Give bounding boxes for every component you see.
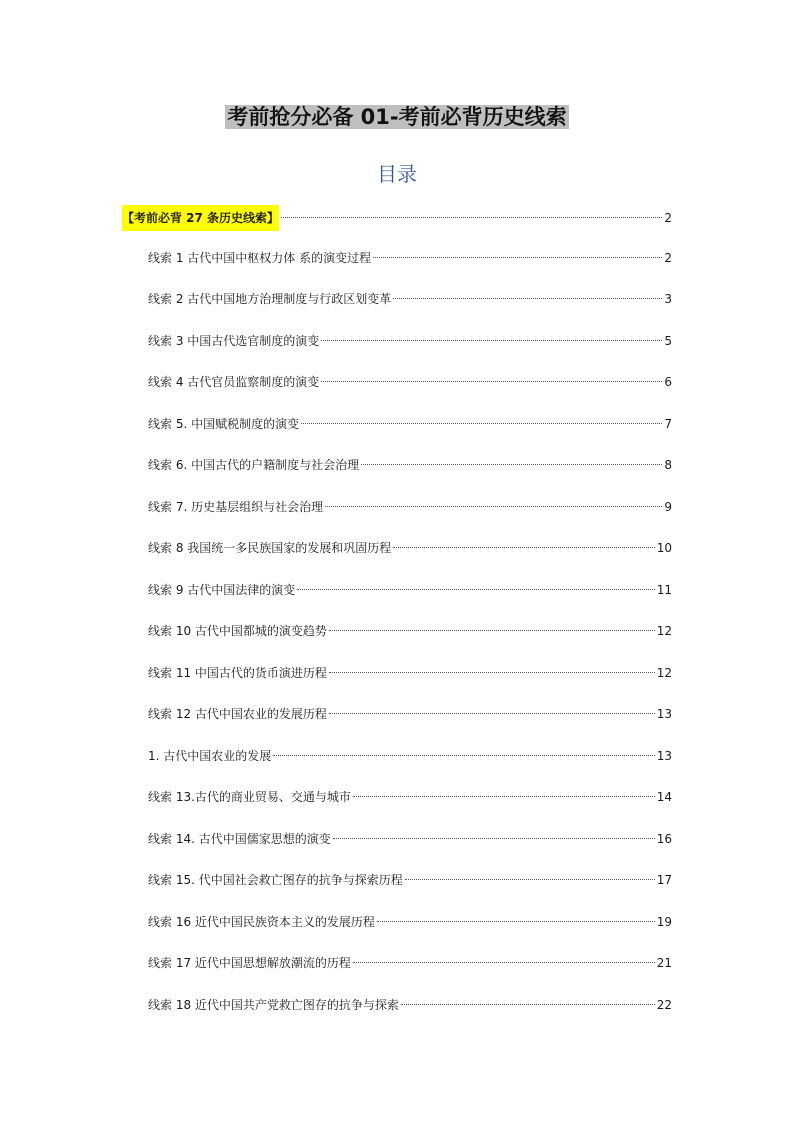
- toc-entry[interactable]: [148, 579, 672, 601]
- toc-entry[interactable]: [148, 330, 672, 352]
- toc-entry-page-number: 3: [664, 292, 672, 306]
- toc-entry[interactable]: [148, 828, 672, 850]
- toc-entry-label: 线索 6. 中国古代的户籍制度与社会治理: [148, 458, 360, 472]
- toc-entry[interactable]: [148, 620, 672, 642]
- toc-entry-label: 线索 14. 古代中国儒家思想的演变: [148, 832, 331, 846]
- toc-dot-leader: [377, 921, 655, 922]
- toc-entry[interactable]: [148, 247, 672, 269]
- toc-dot-leader: [405, 879, 655, 880]
- toc-dot-leader: [297, 589, 654, 590]
- toc-entry-label: 线索 7. 历史基层组织与社会治理: [148, 500, 324, 514]
- toc-dot-leader: [353, 962, 655, 963]
- toc-dot-leader: [333, 838, 655, 839]
- document-title-text: 考前抢分必备 01-考前必背历史线索: [227, 105, 567, 129]
- toc-entry-label: 线索 3 中国古代选官制度的演变: [148, 334, 320, 348]
- toc-entry[interactable]: [148, 537, 672, 559]
- toc-entry-page-number: 12: [656, 666, 672, 680]
- toc-dot-leader: [321, 340, 662, 341]
- toc-entry-page-number: 12: [656, 624, 672, 638]
- toc-entry[interactable]: [148, 288, 672, 310]
- toc-heading: 目录: [377, 162, 417, 186]
- toc-dot-leader: [329, 672, 655, 673]
- toc-dot-leader: [321, 381, 662, 382]
- toc-entry-label: 线索 11 中国古代的货币演进历程: [148, 666, 327, 680]
- toc-entry[interactable]: [148, 911, 672, 933]
- toc-dot-leader: [401, 1004, 655, 1005]
- toc-entry-page-number: 14: [656, 790, 672, 804]
- toc-dot-leader: [393, 298, 662, 299]
- toc-dot-leader: [325, 506, 662, 507]
- toc-entry-page-number: 22: [656, 998, 672, 1012]
- toc-entry-page-number: 5: [664, 334, 672, 348]
- toc-entry-page-number: 17: [656, 873, 672, 887]
- toc-dot-leader: [361, 464, 662, 465]
- toc-entry-label: 线索 12 古代中国农业的发展历程: [148, 707, 327, 721]
- toc-entry-page-number: 11: [656, 583, 672, 597]
- toc-entry[interactable]: [148, 703, 672, 725]
- toc-entry-label: 线索 18 近代中国共产党救亡图存的抗争与探索: [148, 998, 399, 1012]
- toc-entry-label: 1. 古代中国农业的发展: [148, 749, 272, 763]
- toc-entry-label: 线索 17 近代中国思想解放潮流的历程: [148, 956, 351, 970]
- toc-dot-leader: [353, 796, 655, 797]
- toc-entry[interactable]: [148, 454, 672, 476]
- toc-entry[interactable]: [148, 786, 672, 808]
- toc-entry-label: 线索 1 古代中国中枢权力体 系的演变过程: [148, 251, 372, 265]
- toc-entry-page-number: 2: [664, 211, 672, 225]
- toc-entry[interactable]: [122, 205, 672, 227]
- toc-entry-label: 线索 15. 代中国社会救亡图存的抗争与探索历程: [148, 873, 403, 887]
- toc-dot-leader: [393, 547, 654, 548]
- toc-dot-leader: [329, 713, 655, 714]
- toc-entry-page-number: 6: [664, 375, 672, 389]
- toc-entry-page-number: 13: [656, 707, 672, 721]
- toc-entry[interactable]: [148, 496, 672, 518]
- toc-dot-leader: [301, 423, 662, 424]
- toc-entry-label: 线索 16 近代中国民族资本主义的发展历程: [148, 915, 375, 929]
- toc-entry[interactable]: [148, 952, 672, 974]
- toc-entry-page-number: 7: [664, 417, 672, 431]
- toc-entry-page-number: 10: [656, 541, 672, 555]
- toc-entry-label: 线索 4 古代官员监察制度的演变: [148, 375, 320, 389]
- toc-dot-leader: [329, 630, 655, 631]
- toc-dot-leader: [273, 755, 654, 756]
- toc-entry[interactable]: [148, 869, 672, 891]
- toc-entry-page-number: 21: [656, 956, 672, 970]
- toc-entry[interactable]: [148, 994, 672, 1016]
- toc-dot-leader: [281, 217, 662, 218]
- toc-entry-page-number: 8: [664, 458, 672, 472]
- toc-entry[interactable]: [148, 662, 672, 684]
- toc-entry-label: 【考前必背 27 条历史线索】: [122, 205, 279, 231]
- toc-entry-label: 线索 2 古代中国地方治理制度与行政区划变革: [148, 292, 392, 306]
- toc-entry-label: 线索 5. 中国赋税制度的演变: [148, 417, 300, 431]
- toc-dot-leader: [373, 257, 662, 258]
- toc-entry-label: 线索 8 我国统一多民族国家的发展和巩固历程: [148, 541, 392, 555]
- toc-entry[interactable]: [148, 745, 672, 767]
- toc-entry-page-number: 16: [656, 832, 672, 846]
- toc-entry-label: 线索 13.古代的商业贸易、交通与城市: [148, 790, 351, 804]
- document-title: [0, 103, 794, 131]
- toc-entry-page-number: 19: [656, 915, 672, 929]
- toc-entry-page-number: 13: [656, 749, 672, 763]
- toc-entry-label: 线索 10 古代中国都城的演变趋势: [148, 624, 327, 638]
- toc-entry-label: 线索 9 古代中国法律的演变: [148, 583, 296, 597]
- toc-entry-page-number: 9: [664, 500, 672, 514]
- toc-entry[interactable]: [148, 413, 672, 435]
- toc-entry[interactable]: [148, 371, 672, 393]
- toc-entry-page-number: 2: [664, 251, 672, 265]
